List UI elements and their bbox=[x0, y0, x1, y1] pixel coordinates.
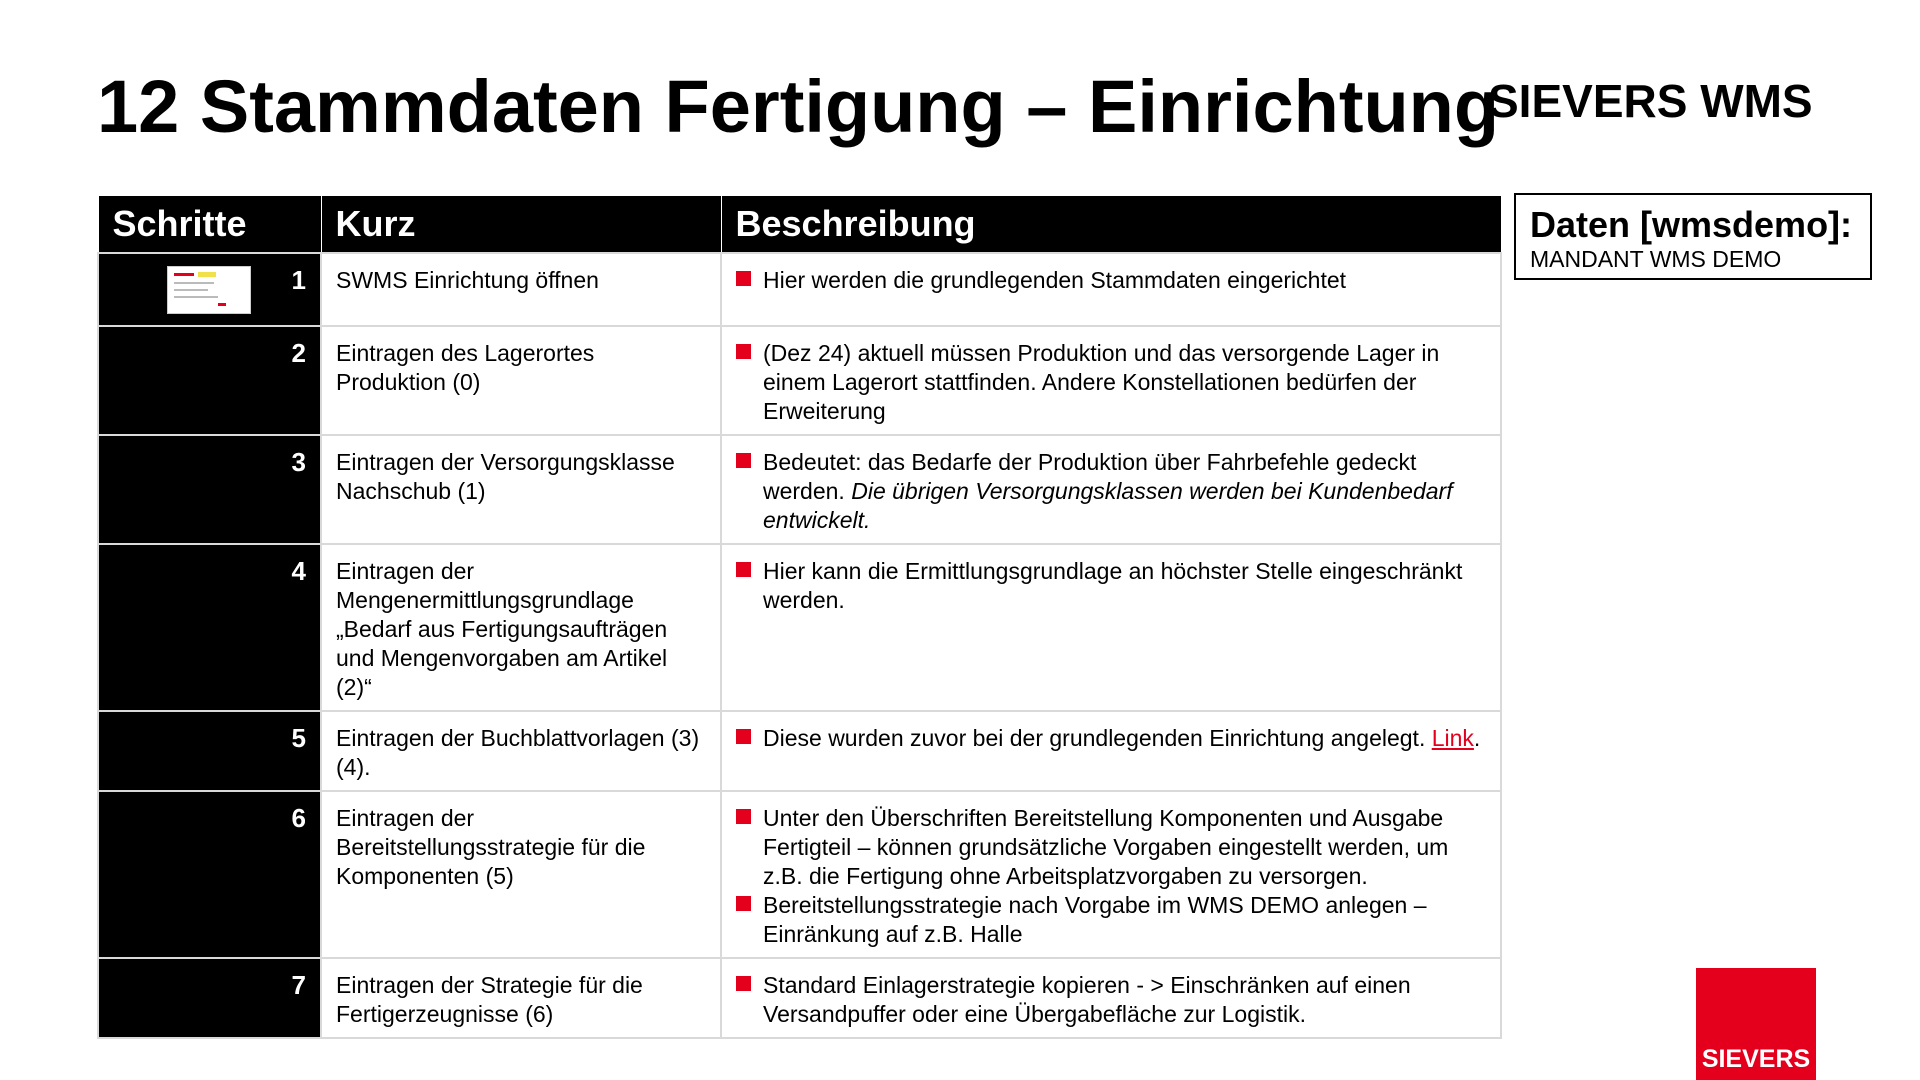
step-beschreibung bbox=[721, 711, 1501, 791]
bullet-item: Hier kann die Ermittlungsgrundlage an höchster Stelle eingeschränkt werden. bbox=[736, 557, 1486, 615]
step-number-cell bbox=[98, 435, 321, 544]
data-info-box bbox=[1514, 193, 1872, 280]
logo-text: SIEVERS bbox=[1701, 1045, 1811, 1073]
step-beschreibung bbox=[721, 253, 1501, 326]
step-kurz: Eintragen der Bereitstellungsstrategie für die Komponenten (5) bbox=[321, 791, 721, 958]
bullet-item: Bereitstellungsstrategie nach Vorgabe im WMS DEMO anlegen – Einränkung auf z.B. Halle bbox=[736, 891, 1486, 949]
table-row bbox=[98, 253, 1501, 326]
table-row bbox=[98, 791, 1501, 958]
step-kurz: Eintragen der Mengenermittlungsgrundlage „Bedarf aus Fertigungsaufträgen und Mengenvorgaben am Artikel (2)“ bbox=[321, 544, 721, 711]
step-beschreibung bbox=[721, 791, 1501, 958]
header-schritte: Schritte bbox=[98, 196, 321, 254]
step-number-cell bbox=[98, 711, 321, 791]
step-kurz: Eintragen der Versorgungsklasse Nachschub (1) bbox=[321, 435, 721, 544]
step-number: 4 bbox=[291, 556, 306, 586]
table-row bbox=[98, 435, 1501, 544]
sievers-logo bbox=[1696, 968, 1816, 1080]
bullet-square-icon bbox=[736, 453, 751, 468]
step-beschreibung bbox=[721, 958, 1501, 1038]
bullet-item: Hier werden die grundlegenden Stammdaten eingerichtet bbox=[736, 266, 1486, 295]
header-beschreibung: Beschreibung bbox=[721, 196, 1501, 254]
step-number: 5 bbox=[291, 723, 306, 753]
step-kurz: SWMS Einrichtung öffnen bbox=[321, 253, 721, 326]
page-title: 12 Stammdaten Fertigung – Einrichtung bbox=[97, 65, 1500, 148]
screenshot-thumbnail[interactable] bbox=[167, 266, 251, 314]
bullet-square-icon bbox=[736, 344, 751, 359]
bullet-square-icon bbox=[736, 809, 751, 824]
table-row bbox=[98, 958, 1501, 1038]
step-kurz: Eintragen der Buchblattvorlagen (3) (4). bbox=[321, 711, 721, 791]
step-beschreibung bbox=[721, 326, 1501, 435]
info-link[interactable]: Link bbox=[1431, 725, 1474, 751]
step-number-cell bbox=[98, 958, 321, 1038]
italic-note: Die übrigen Versorgungsklassen werden bei Kundenbedarf entwickelt. bbox=[763, 478, 1453, 533]
bullet-item: Bedeutet: das Bedarfe der Produktion über Fahrbefehle gedeckt werden. Die übrigen Versorgungsklassen werden bei Kundenbedarf entwickelt. bbox=[736, 448, 1486, 535]
step-number: 2 bbox=[291, 338, 306, 368]
header-kurz: Kurz bbox=[321, 196, 721, 254]
bullet-square-icon bbox=[736, 271, 751, 286]
step-number-cell bbox=[98, 544, 321, 711]
bullet-item: (Dez 24) aktuell müssen Produktion und das versorgende Lager in einem Lagerort stattfinden. Andere Konstellationen bedürfen der Erweiterung bbox=[736, 339, 1486, 426]
table-row bbox=[98, 326, 1501, 435]
step-beschreibung bbox=[721, 435, 1501, 544]
steps-table bbox=[97, 195, 1502, 1039]
step-beschreibung bbox=[721, 544, 1501, 711]
bullet-square-icon bbox=[736, 562, 751, 577]
step-number-cell bbox=[98, 791, 321, 958]
bullet-item: Diese wurden zuvor bei der grundlegenden Einrichtung angelegt. Link. bbox=[736, 724, 1486, 753]
step-number: 3 bbox=[291, 447, 306, 477]
step-number: 7 bbox=[291, 970, 306, 1000]
table-row bbox=[98, 544, 1501, 711]
data-info-title: Daten [wmsdemo]: bbox=[1530, 204, 1853, 245]
step-number: 6 bbox=[291, 803, 306, 833]
table-row bbox=[98, 711, 1501, 791]
step-kurz: Eintragen des Lagerortes Produktion (0) bbox=[321, 326, 721, 435]
bullet-item: Unter den Überschriften Bereitstellung Komponenten und Ausgabe Fertigteil – können grundsätzliche Vorgaben eingestellt werden, um z.B. die Fertigung ohne Arbeitsplatzvorgaben zu versorgen. bbox=[736, 804, 1486, 891]
bullet-square-icon bbox=[736, 896, 751, 911]
step-number-cell bbox=[98, 253, 321, 326]
step-number: 1 bbox=[291, 265, 306, 295]
bullet-item: Standard Einlagerstrategie kopieren - > Einschränken auf einen Versandpuffer oder eine Übergabefläche zur Logistik. bbox=[736, 971, 1486, 1029]
bullet-square-icon bbox=[736, 729, 751, 744]
table-header-row bbox=[98, 196, 1501, 254]
brand-label: SIEVERS WMS bbox=[1488, 75, 1813, 127]
data-info-subtitle: MANDANT WMS DEMO bbox=[1530, 246, 1782, 272]
bullet-square-icon bbox=[736, 976, 751, 991]
step-number-cell bbox=[98, 326, 321, 435]
step-kurz: Eintragen der Strategie für die Fertigerzeugnisse (6) bbox=[321, 958, 721, 1038]
